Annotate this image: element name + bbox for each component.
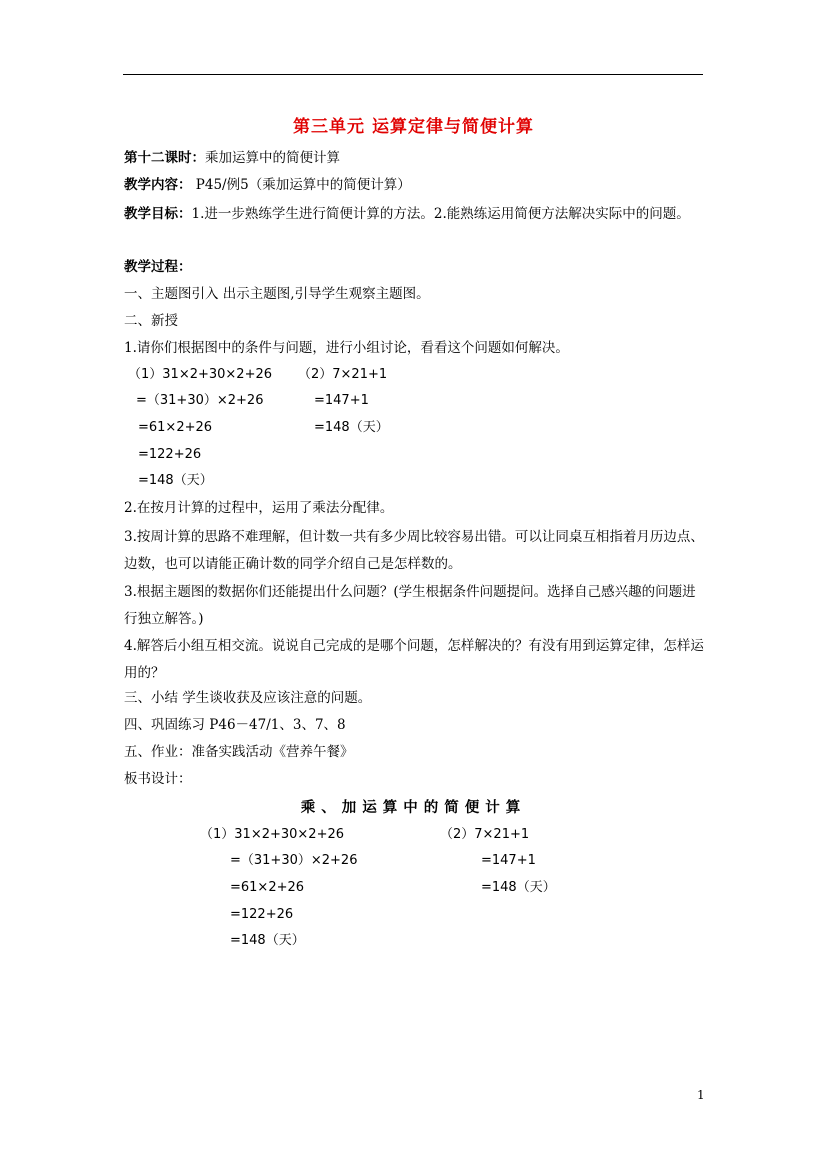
paragraph-3: 3.按周计算的思路不难理解，但计数一共有多少周比较容易出错。可以让同桌互相指着月历边点、边数，也可以请能正确计数的同学介绍自己是怎样数的。	[124, 529, 704, 572]
lesson-label: 第十二课时：	[124, 150, 205, 166]
paragraph-4: 3.根据主题图的数据你们还能提出什么问题？(学生根据条件问题提问。选择自己感兴趣的问题进行独立解答。)	[124, 584, 696, 627]
content-line	[124, 175, 411, 195]
calc-b-1: =147+1	[314, 393, 369, 408]
board-b-0: （2）7×21+1	[440, 827, 530, 842]
board-a-4: =148（天）	[230, 933, 305, 948]
section-intro: 一、主题图引入 出示主题图,引导学生观察主题图。	[124, 286, 430, 302]
calc-a-4: =148（天）	[138, 473, 213, 488]
calc-a-1: =（31+30）×2+26	[136, 393, 264, 408]
board-label: 板书设计：	[124, 771, 192, 787]
calc-b-0: （2）7×21+1	[298, 367, 388, 382]
board-title: 乘、加运算中的简便计算	[300, 799, 527, 816]
section-summary: 三、小结 学生谈收获及应该注意的问题。	[124, 690, 372, 706]
goal-value: 1.进一步熟练学生进行简便计算的方法。2.能熟练运用简便方法解决实际中的问题。	[191, 206, 690, 222]
calc-a-0: （1）31×2+30×2+26	[128, 367, 273, 382]
calc-a-2: =61×2+26	[138, 420, 213, 435]
paragraph-5: 4.解答后小组互相交流。说说自己完成的是哪个问题，怎样解决的？有没有用到运算定律，怎样运用的？	[124, 638, 704, 681]
section-new: 二、新授	[124, 313, 178, 329]
paragraph-1: 1.请你们根据图中的条件与问题，进行小组讨论，看看这个问题如何解决。	[124, 340, 569, 356]
paragraph-2: 2.在按月计算的过程中，运用了乘法分配律。	[124, 500, 394, 516]
page-title: 第三单元 运算定律与简便计算	[293, 117, 534, 137]
board-a-0: （1）31×2+30×2+26	[200, 827, 345, 842]
section-practice: 四、巩固练习 P46－47/1、3、7、8	[124, 717, 346, 733]
board-b-1: =147+1	[481, 853, 536, 868]
lesson-value: 乘加运算中的简便计算	[205, 150, 340, 166]
board-a-1: =（31+30）×2+26	[230, 853, 358, 868]
page-number: 1	[697, 1088, 705, 1102]
calc-a-3: =122+26	[138, 447, 202, 462]
goal-label: 教学目标：	[124, 206, 192, 222]
lesson-line	[124, 148, 340, 168]
goal-line	[124, 201, 704, 228]
board-a-3: =122+26	[230, 907, 294, 922]
calc-b-2: =148（天）	[314, 420, 389, 435]
content-value: P45/例5（乘加运算中的简便计算）	[191, 177, 411, 193]
board-a-2: =61×2+26	[230, 880, 305, 895]
section-homework: 五、作业：准备实践活动《营养午餐》	[124, 744, 354, 760]
header-rule	[123, 74, 703, 75]
board-b-2: =148（天）	[481, 880, 556, 895]
process-label: 教学过程：	[124, 259, 192, 275]
content-label: 教学内容：	[124, 177, 192, 193]
